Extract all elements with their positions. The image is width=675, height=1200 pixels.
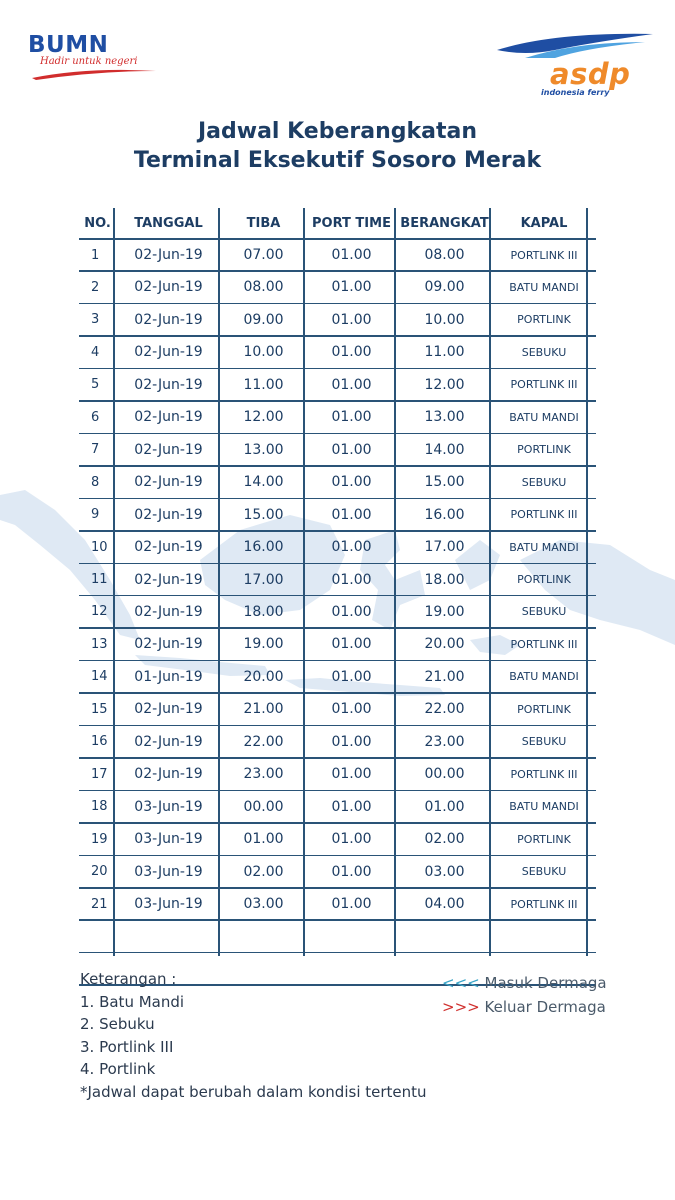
notes-item: 3. Portlink III: [80, 1037, 174, 1056]
cell-ship: BATU MANDI: [509, 670, 579, 684]
cell-date: 03-Jun-19: [134, 896, 203, 912]
cell-departure: 21.00: [424, 668, 465, 685]
cell-arrival: 03.00: [243, 896, 284, 912]
cell-port-time: 01.00: [331, 247, 372, 263]
cell-date: 02-Jun-19: [134, 279, 203, 296]
cell-port-time: 01.00: [331, 603, 372, 620]
table-header-cell: PORT TIME: [312, 215, 391, 231]
table-header-cell: TANGGAL: [134, 215, 203, 231]
cell-ship: SEBUKU: [521, 735, 567, 749]
cell-port-time: 01.00: [331, 831, 372, 848]
cell-arrival: 00.00: [243, 798, 284, 815]
cell-departure: 19.00: [424, 603, 465, 620]
cell-ship: BATU MANDI: [509, 280, 579, 294]
legend-in: [442, 971, 607, 995]
cell-date: 02-Jun-19: [134, 636, 203, 653]
cell-port-time: 01.00: [331, 733, 372, 750]
page-title: Jadwal Keberangkatan: [197, 119, 477, 144]
table-header-cell: TIBA: [246, 215, 281, 231]
bumn-tagline: Hadir untuk negeri: [40, 56, 138, 67]
cell-arrival: 19.00: [243, 636, 284, 653]
cell-no: 6: [91, 409, 100, 425]
cell-ship: SEBUKU: [521, 865, 567, 879]
cell-port-time: 01.00: [331, 506, 372, 523]
legend: [442, 971, 607, 1019]
cell-no: 11: [91, 572, 108, 587]
cell-arrival: 10.00: [243, 344, 284, 361]
cell-departure: 22.00: [424, 701, 465, 718]
cell-arrival: 13.00: [243, 441, 284, 458]
table-header-cell: NO.: [84, 215, 111, 231]
cell-departure: 09.00: [424, 279, 465, 296]
cell-departure: 02.00: [424, 831, 465, 848]
cell-date: 02-Jun-19: [134, 539, 203, 556]
cell-ship: PORTLINK: [517, 832, 571, 846]
cell-port-time: 01.00: [331, 766, 372, 783]
cell-port-time: 01.00: [331, 279, 372, 296]
table-header-cell: BERANGKAT: [400, 215, 489, 231]
cell-arrival: 02.00: [243, 863, 284, 880]
notes-item: 4. Portlink: [80, 1060, 156, 1078]
cell-arrival: 16.00: [243, 539, 284, 556]
bumn-logo: [28, 33, 163, 81]
table-header-cell: KAPAL: [520, 215, 568, 231]
cell-date: 02-Jun-19: [134, 441, 203, 458]
cell-no: 21: [91, 896, 108, 912]
cell-no: 19: [91, 831, 108, 847]
cell-departure: 20.00: [424, 636, 465, 653]
cell-arrival: 14.00: [243, 474, 284, 491]
cell-date: 02-Jun-19: [134, 571, 203, 588]
cell-date: 02-Jun-19: [134, 311, 203, 328]
notes-heading: Keterangan :: [80, 970, 177, 988]
cell-port-time: 01.00: [331, 896, 372, 912]
cell-ship: PORTLINK: [517, 573, 571, 586]
cell-departure: 23.00: [424, 733, 465, 750]
cell-departure: 03.00: [424, 863, 465, 880]
cell-no: 7: [91, 442, 100, 458]
cell-no: 12: [91, 604, 108, 620]
cell-ship: PORTLINK: [517, 313, 571, 327]
notes-section: [80, 968, 427, 1103]
notes-item: 1. Batu Mandi: [80, 992, 185, 1011]
cell-date: 02-Jun-19: [134, 603, 203, 620]
cell-date: 02-Jun-19: [134, 344, 203, 361]
cell-date: 02-Jun-19: [134, 474, 203, 491]
cell-departure: 16.00: [424, 506, 465, 523]
cell-arrival: 01.00: [243, 831, 284, 848]
cell-ship: BATU MANDI: [509, 410, 579, 424]
cell-port-time: 01.00: [331, 474, 372, 491]
cell-date: 01-Jun-19: [134, 668, 203, 685]
cell-departure: 04.00: [424, 896, 465, 912]
cell-no: 13: [91, 636, 108, 652]
legend-out-label: Keluar Dermaga: [484, 998, 606, 1016]
cell-port-time: 01.00: [331, 636, 372, 653]
cell-arrival: 20.00: [243, 668, 284, 685]
cell-ship: PORTLINK: [517, 702, 571, 716]
cell-date: 03-Jun-19: [134, 798, 203, 815]
cell-departure: 14.00: [424, 441, 465, 458]
asdp-logo-text: asdp: [550, 57, 631, 91]
cell-port-time: 01.00: [331, 441, 372, 458]
cell-no: 3: [91, 312, 100, 328]
cell-date: 02-Jun-19: [134, 506, 203, 523]
table-row-divider: [79, 952, 596, 954]
cell-departure: 13.00: [424, 409, 465, 426]
cell-no: 2: [91, 279, 100, 295]
cell-ship: PORTLINK III: [510, 767, 578, 781]
cell-date: 03-Jun-19: [134, 863, 203, 880]
cell-arrival: 17.00: [243, 571, 284, 588]
cell-date: 02-Jun-19: [134, 247, 203, 263]
cell-port-time: 01.00: [331, 798, 372, 815]
cell-date: 03-Jun-19: [134, 831, 203, 848]
cell-no: 14: [91, 669, 108, 685]
cell-no: 4: [91, 344, 100, 360]
cell-date: 02-Jun-19: [134, 701, 203, 718]
schedule-table: [79, 208, 596, 956]
cell-departure: 00.00: [424, 766, 465, 783]
asdp-logo-subtitle: indonesia ferry: [541, 88, 610, 97]
cell-ship: BATU MANDI: [509, 800, 579, 814]
cell-arrival: 11.00: [243, 376, 284, 393]
cell-departure: 18.00: [424, 571, 465, 588]
cell-arrival: 08.00: [243, 279, 284, 296]
cell-date: 02-Jun-19: [134, 733, 203, 750]
cell-port-time: 01.00: [331, 571, 372, 588]
cell-departure: 17.00: [424, 539, 465, 556]
cell-arrival: 18.00: [243, 603, 284, 620]
cell-arrival: 12.00: [243, 409, 284, 426]
cell-no: 1: [91, 247, 100, 263]
cell-arrival: 15.00: [243, 506, 284, 523]
cell-no: 15: [91, 701, 108, 717]
cell-departure: 10.00: [424, 311, 465, 328]
cell-port-time: 01.00: [331, 344, 372, 361]
cell-port-time: 01.00: [331, 376, 372, 393]
cell-date: 02-Jun-19: [134, 766, 203, 783]
page-subtitle: Terminal Eksekutif Sosoro Merak: [133, 148, 542, 173]
cell-ship: SEBUKU: [521, 605, 567, 619]
cell-departure: 11.00: [424, 344, 465, 361]
cell-port-time: 01.00: [331, 539, 372, 556]
cell-no: 5: [91, 377, 100, 393]
cell-departure: 08.00: [424, 247, 465, 263]
legend-out: [442, 995, 607, 1019]
cell-ship: BATU MANDI: [509, 540, 579, 554]
cell-arrival: 22.00: [243, 733, 284, 750]
legend-in-label: Masuk Dermaga: [484, 974, 607, 992]
cell-ship: PORTLINK III: [510, 897, 578, 911]
cell-ship: SEBUKU: [521, 345, 567, 359]
arrow-left-icon: <<<: [442, 974, 480, 992]
cell-no: 20: [91, 864, 108, 880]
cell-date: 02-Jun-19: [134, 376, 203, 393]
cell-no: 10: [91, 539, 108, 555]
bumn-logo-text: BUMN: [28, 32, 109, 58]
cell-no: 16: [91, 734, 108, 750]
cell-port-time: 01.00: [331, 863, 372, 880]
cell-ship: PORTLINK III: [510, 378, 578, 392]
cell-no: 8: [91, 474, 100, 490]
cell-arrival: 21.00: [243, 701, 284, 718]
cell-ship: SEBUKU: [521, 475, 567, 489]
notes-disclaimer: *Jadwal dapat berubah dalam kondisi tertentu: [80, 1082, 427, 1101]
cell-port-time: 01.00: [331, 668, 372, 685]
cell-arrival: 23.00: [243, 766, 284, 783]
cell-no: 18: [91, 799, 108, 815]
cell-ship: PORTLINK III: [510, 508, 578, 522]
cell-departure: 15.00: [424, 474, 465, 491]
asdp-logo: [495, 28, 655, 98]
cell-departure: 12.00: [424, 376, 465, 393]
cell-ship: PORTLINK III: [510, 637, 578, 651]
cell-no: 17: [91, 766, 108, 782]
cell-no: 9: [91, 507, 100, 523]
cell-arrival: 09.00: [243, 311, 284, 328]
bumn-swoosh-icon: [28, 65, 158, 81]
cell-port-time: 01.00: [331, 409, 372, 426]
cell-ship: PORTLINK III: [510, 248, 578, 262]
cell-arrival: 07.00: [243, 247, 284, 263]
cell-port-time: 01.00: [331, 311, 372, 328]
arrow-right-icon: >>>: [442, 998, 480, 1016]
cell-ship: PORTLINK: [517, 443, 571, 457]
cell-date: 02-Jun-19: [134, 409, 203, 426]
cell-departure: 01.00: [424, 798, 465, 815]
notes-item: 2. Sebuku: [80, 1015, 155, 1033]
cell-port-time: 01.00: [331, 701, 372, 718]
